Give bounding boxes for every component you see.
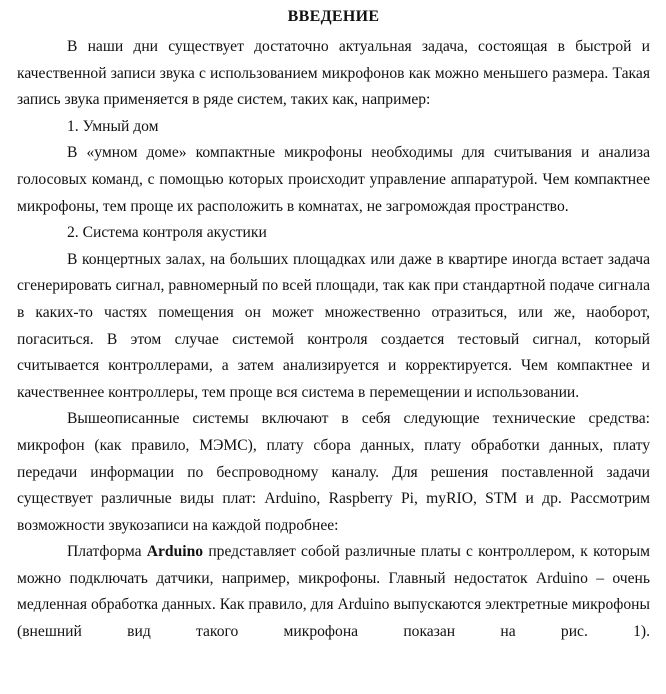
arduino-bold-term: Arduino [146,543,204,561]
list-item-smart-home-heading: 1. Умный дом [67,117,159,135]
intro-paragraph: В наши дни существует достаточно актуальная задача, состоящая в быстрой и качественной записи звука с использованием микрофонов как можно меньшего размера. Такая запись звука применяется в ряде систем, таких как, например: [17,38,650,109]
acoustics-paragraph: В концертных залах, на больших площадках или даже в квартире иногда встает задача сгенерировать сигнал, равномерный по всей площади, так как при стандартной подаче сигнала в каких-то частях помещения он может множественно отразиться, или же, наоборот, погаситься. В этом случае системой контроля создается тестовый сигнал, который считывается контроллерами, а затем анализируется и корректируется. Чем компактнее и качественнее контроллеры, тем проще вся система в перемещении и использовании. [17,250,650,401]
equipment-paragraph: Вышеописанные системы включают в себя следующие технические средства: микрофон (как правило, МЭМС), плату сбора данных, плату обработки данных, плату передачи информации по беспроводному каналу. Для решения поставленной задачи существует различные виды плат: Arduino, Raspberry Pi, myRIO, STM и др. Рассмотрим возможности звукозаписи на каждой подробнее: [17,410,650,534]
smart-home-paragraph: В «умном доме» компактные микрофоны необходимы для считывания и анализа голосовых команд, с помощью которых происходит управление аппаратурой. Чем компактнее микрофоны, тем проще их расположить в комнатах, не загромождая пространство. [17,144,650,215]
page-title: ВВЕДЕНИЕ [287,8,380,25]
arduino-lead-text: Платформа [67,543,147,561]
arduino-paragraph [17,539,650,645]
list-item-acoustics-heading: 2. Система контроля акустики [67,224,267,242]
arduino-body-text: представляет собой различные платы с контроллером, к которым можно подключать датчики, например, микрофоны. Главный недостаток Arduino – очень медленная обработка данных. Как правило, для Arduino выпускаются электретные микрофоны (внешний вид такого микрофона показан на рис. 1). [17,543,650,641]
